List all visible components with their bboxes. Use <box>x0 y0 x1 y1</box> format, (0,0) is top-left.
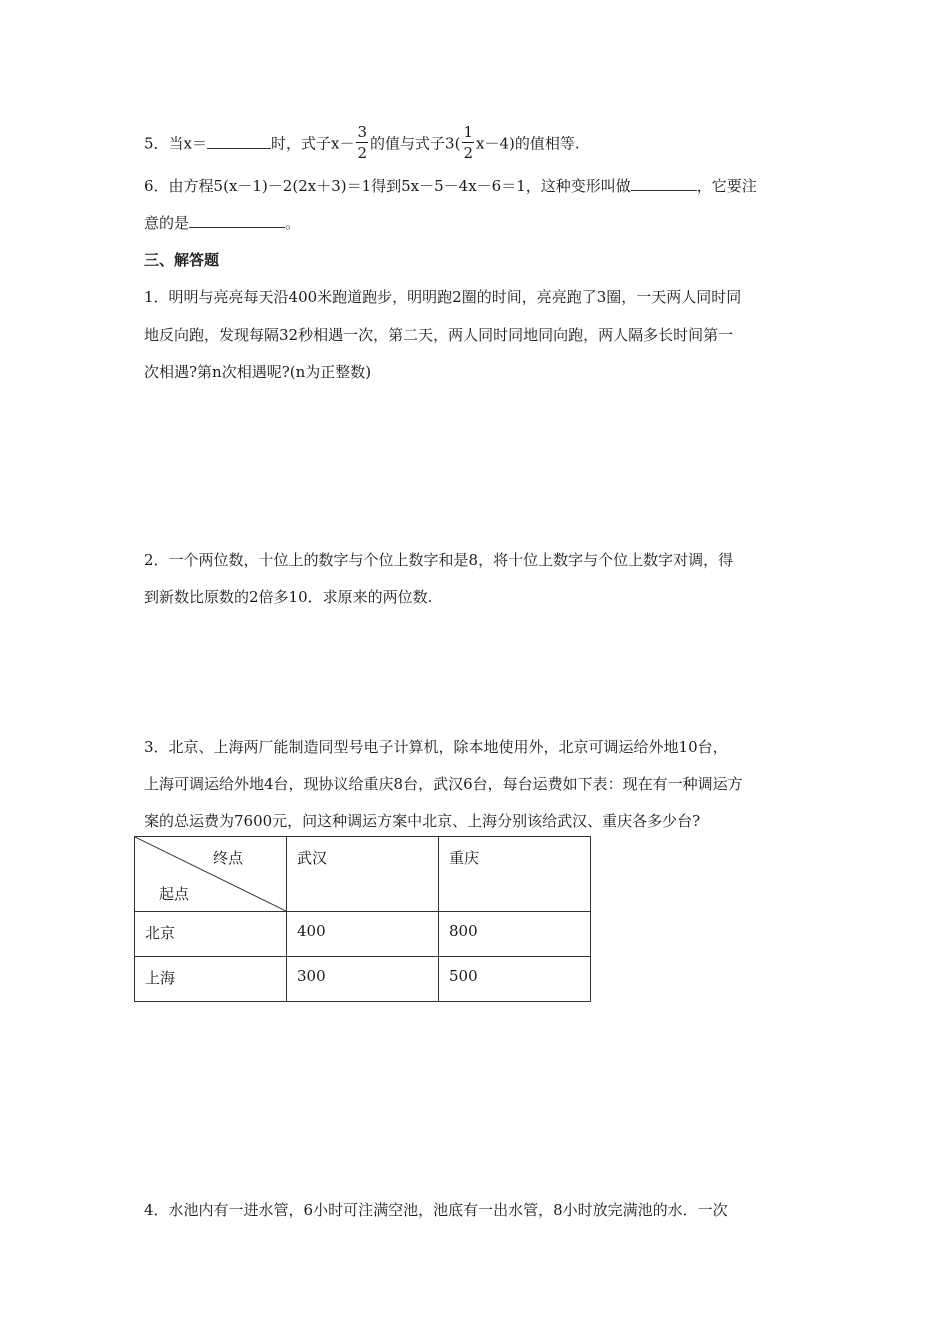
table-row <box>135 957 591 1002</box>
q5-text-2: 的值与式子3( <box>370 134 461 153</box>
q6-text-2: 意的是 <box>144 214 190 232</box>
section-heading: 三、解答题 <box>144 251 220 269</box>
cost-value: 800 <box>449 922 478 940</box>
question-6-line-2 <box>144 212 300 233</box>
problem-3-line-2: 上海可调运给外地4台，现协议给重庆8台，武汉6台，每台运费如下表：现在有一种调运方 <box>144 775 743 793</box>
shipping-cost-table <box>134 836 591 1002</box>
diagonal-line <box>135 837 286 911</box>
row-origin-label: 上海 <box>145 969 176 987</box>
fraction-one-half <box>462 122 474 163</box>
fraction-numerator: 3 <box>357 123 368 141</box>
col-header-chongqing: 重庆 <box>449 849 480 867</box>
fraction-three-halves <box>356 122 368 163</box>
q6-answer-blank-1 <box>631 176 697 191</box>
table-cell <box>439 912 591 957</box>
table-cell <box>439 957 591 1002</box>
problem-2-line-1: 2．一个两位数，十位上的数字与个位上数字和是8，将十位上数字与个位上数字对调，得 <box>144 551 734 569</box>
table-diagonal-header-cell <box>135 837 287 912</box>
table-cell <box>135 957 287 1002</box>
cost-value: 500 <box>449 967 478 985</box>
problem-3-line-1: 3．北京、上海两厂能制造同型号电子计算机，除本地使用外，北京可调运给外地10台， <box>144 738 728 756</box>
cost-value: 400 <box>297 922 326 940</box>
q6-answer-blank-2 <box>189 213 285 228</box>
question-6-line-1 <box>144 175 757 196</box>
table-row <box>135 912 591 957</box>
table-cell <box>287 912 439 957</box>
problem-1-line-3: 次相遇?第n次相遇呢?(n为正整数) <box>144 363 372 381</box>
fraction-denominator: 2 <box>463 144 473 162</box>
q5-answer-blank <box>207 134 271 149</box>
problem-3-line-3: 案的总运费为7600元，问这种调运方案中北京、上海分别该给武汉、重庆各多少台? <box>144 812 701 830</box>
problem-2-line-2: 到新数比原数的2倍多10．求原来的两位数. <box>144 588 433 606</box>
cost-value: 300 <box>297 967 326 985</box>
header-origin-label: 起点 <box>159 885 190 903</box>
table-header-cell <box>287 837 439 912</box>
q6-text-1-tail: ，它要注 <box>696 177 757 195</box>
q5-text-1: 时，式子x－ <box>271 134 355 153</box>
row-origin-label: 北京 <box>145 924 176 942</box>
table-cell <box>287 957 439 1002</box>
q5-text-3: x－4)的值相等. <box>475 134 580 153</box>
question-5 <box>144 124 580 165</box>
problem-1-line-2: 地反向跑，发现每隔32秒相遇一次，第二天，两人同时同地同向跑，两人隔多长时间第一 <box>144 326 734 344</box>
header-destination-label: 终点 <box>213 849 244 867</box>
fraction-denominator: 2 <box>357 144 368 162</box>
q6-text-1: 6．由方程5(x－1)－2(2x＋3)＝1得到5x－5－4x－6＝1，这种变形叫做 <box>144 177 631 195</box>
q6-text-2-tail: 。 <box>285 214 301 232</box>
q5-prefix: 5．当x＝ <box>144 134 208 153</box>
problem-1-line-1: 1．明明与亮亮每天沿400米跑道跑步，明明跑2圈的时间，亮亮跑了3圈，一天两人同时同 <box>144 288 742 306</box>
table-cell <box>135 912 287 957</box>
col-header-wuhan: 武汉 <box>297 849 328 867</box>
table-header-cell <box>439 837 591 912</box>
table-header-row <box>135 837 591 912</box>
fraction-numerator: 1 <box>463 123 473 141</box>
problem-4-line-1: 4．水池内有一进水管，6小时可注满空池，池底有一出水管，8小时放完满池的水．一次 <box>144 1201 728 1219</box>
